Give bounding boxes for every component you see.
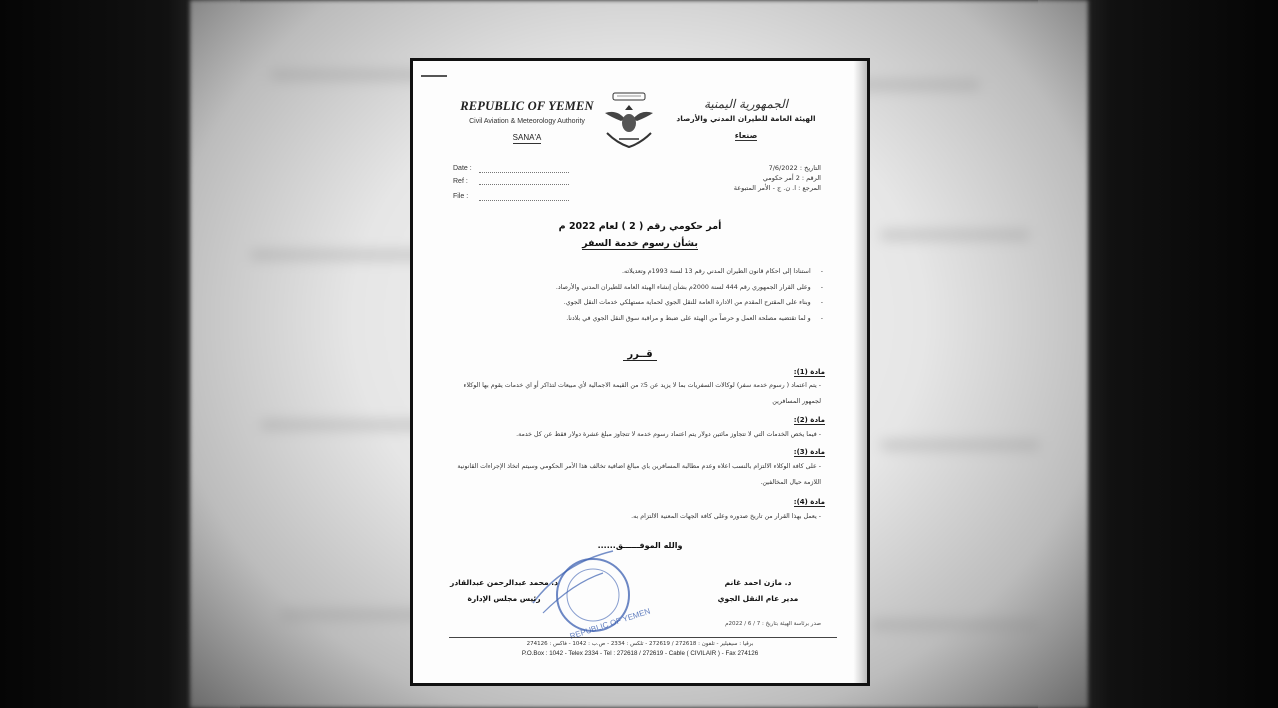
blur-stroke bbox=[880, 440, 1040, 450]
corner-mark bbox=[421, 75, 447, 77]
yemen-emblem-icon bbox=[597, 91, 661, 153]
arabic-reference: المرجع : ا. ن. ج - الأمر المتبوعة bbox=[733, 184, 821, 192]
arabic-date: التاريخ : 7/6/2022 bbox=[768, 164, 821, 172]
decides-text: قــرر bbox=[623, 349, 656, 361]
decides-heading bbox=[413, 349, 867, 360]
issued-date: صدر برئاسة الهيئة بتاريخ : 7 / 6 / 2022م bbox=[725, 621, 821, 627]
right-signatory-title: مدير عام النقل الجوي bbox=[717, 594, 799, 603]
left-signatory-title: رئيس مجلس الإدارة bbox=[467, 594, 541, 603]
blur-stroke bbox=[260, 420, 430, 430]
arabic-title: الجمهورية اليمنية bbox=[703, 97, 788, 111]
article-4-heading: مادة (4): bbox=[793, 498, 825, 506]
preamble-item: - استنادا إلى احكام قانون الطيران المدني رقم 13 لسنة 1993م وتعديلاته. bbox=[483, 268, 823, 275]
file-label: File : bbox=[453, 193, 469, 200]
blur-stroke bbox=[250, 250, 430, 260]
page-edge-shadow bbox=[853, 61, 867, 683]
left-signatory-name: د. محمد عبدالرحمن عبدالقادر bbox=[450, 578, 558, 587]
english-city: SANA'A bbox=[512, 133, 542, 142]
preamble-item: - و لما تقتضيه مصلحة العمل و حرصاً من الهيئة على ضبط و مراقبة سوق النقل الجوي في بلادنا. bbox=[483, 315, 823, 322]
stamp-text: REPUBLIC OF YEMEN bbox=[568, 606, 652, 642]
right-signatory-name: د. مازن احمد غانم bbox=[724, 578, 792, 587]
arabic-number: الرقم : 2 أمر حكومي bbox=[762, 174, 821, 182]
arabic-letterhead bbox=[671, 97, 821, 142]
blur-stroke bbox=[870, 620, 1040, 630]
preamble-list bbox=[483, 268, 823, 330]
article-3-text: - على كافة الوكلاء الالتزام بالنسب اعلاه وعدم مطالبة المسافرين باي مبالغ اضافية تخالف هذا الأمر الحكومي وسيتم اتخاذ الإجراءات القانونية اللازمة حيال المخالفين. bbox=[457, 463, 821, 486]
arabic-city: صنعاء bbox=[734, 131, 758, 140]
arabic-authority: الهيئة العامة للطيران المدني والأرصاد bbox=[676, 114, 816, 123]
date-dots bbox=[479, 166, 569, 173]
date-label: Date : bbox=[453, 165, 472, 172]
arabic-meta-fields bbox=[734, 163, 821, 193]
article-2-text: - فيما يخص الخدمات التي لا تتجاوز مائتين دولار يتم اعتماد رسوم خدمة لا تتجاوز مبلغ عشرة دولار فقط عن كل خدمة. bbox=[516, 431, 821, 438]
left-signatory bbox=[449, 575, 559, 607]
footer-arabic: برقيا : سيفيلير - تلفون : 272618 / 272619 - تلكس : 2334 - ص.ب : 1042 - فاكس : 274126 bbox=[526, 641, 754, 647]
article-4-text: - يعمل بهذا القرار من تاريخ صدوره وعلى كافة الجهات المعنية الالتزام به. bbox=[631, 513, 821, 520]
ref-label: Ref : bbox=[453, 177, 468, 185]
english-title: REPUBLIC OF YEMEN bbox=[460, 99, 594, 113]
file-dots bbox=[479, 194, 569, 201]
preamble-item: - وبناء على المقترح المقدم من الادارة العامة للنقل الجوي لحماية مستهلكي خدمات النقل الجوي. bbox=[483, 299, 823, 306]
article-1-text: - يتم اعتماد ( رسوم خدمة سفر) لوكالات السفريات بما لا يزيد عن 5٪ من القيمة الاجمالية لأي مبيعات لتذاكر أو اي خدمات يقوم بها الوكلاء لجمهور المسافرين bbox=[463, 382, 821, 405]
english-letterhead bbox=[457, 99, 597, 144]
preamble-item: - وعلى القرار الجمهوري رقم 444 لسنة 2000م بشأن إنشاء الهيئة العامة للطيران المدني والأرصاد. bbox=[483, 284, 823, 291]
ref-dots bbox=[479, 178, 569, 185]
right-signatory bbox=[703, 575, 813, 607]
english-meta-fields bbox=[453, 163, 569, 204]
footer-divider bbox=[449, 637, 837, 638]
article-3-heading: مادة (3): bbox=[793, 448, 825, 456]
order-title: أمر حكومي رقم ( 2 ) لعام 2022 م bbox=[558, 221, 722, 232]
closing-line: والله الموفــــــق...... bbox=[597, 541, 683, 550]
order-subject: بشأن رسوم خدمة السفر bbox=[582, 238, 698, 249]
footer-english: P.O.Box : 1042 - Telex 2334 - Tel : 272618 / 272619 - Cable ( CIVILAIR ) - Fax 274126 bbox=[521, 650, 759, 657]
article-1-heading: مادة (1): bbox=[793, 368, 825, 376]
blur-stroke bbox=[880, 230, 1030, 240]
english-authority: Civil Aviation & Meteorology Authority bbox=[469, 118, 585, 125]
order-heading bbox=[413, 221, 867, 250]
article-2-heading: مادة (2): bbox=[793, 416, 825, 424]
document-page bbox=[410, 58, 870, 686]
